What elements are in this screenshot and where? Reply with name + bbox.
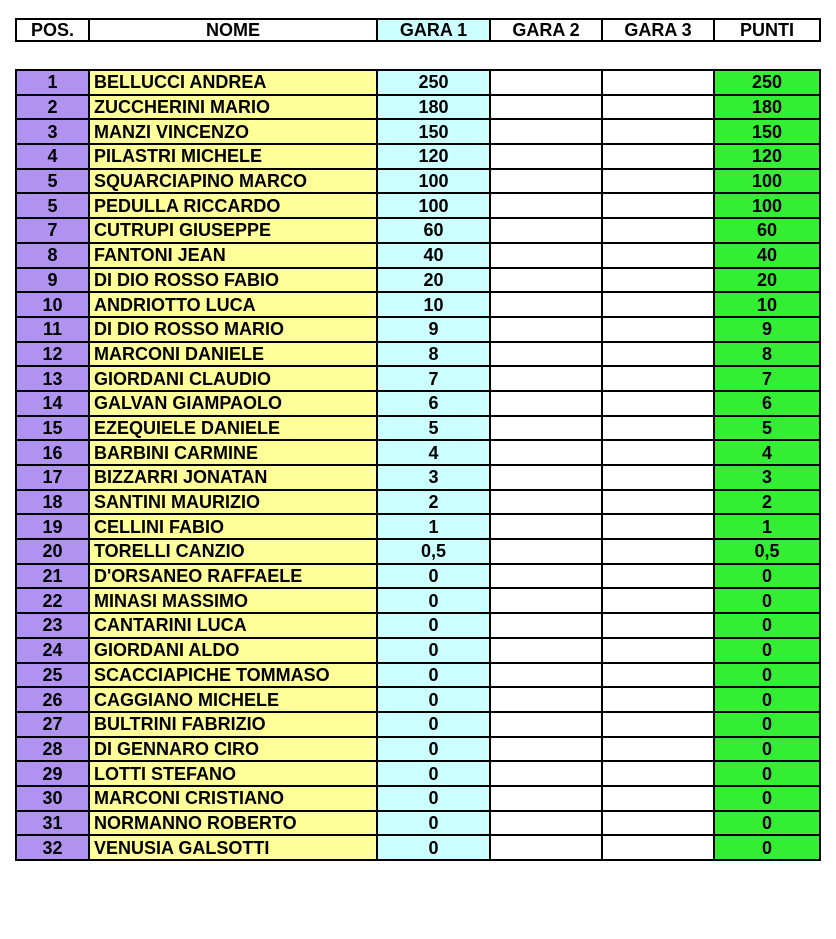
cell-gara1: 6: [377, 391, 490, 416]
cell-gara1: 0: [377, 786, 490, 811]
cell-pos: 17: [16, 465, 89, 490]
table-row: [16, 588, 820, 613]
cell-punti: 40: [714, 243, 820, 268]
cell-nome: PILASTRI MICHELE: [89, 144, 377, 169]
cell-gara2: [490, 663, 602, 688]
cell-punti: 250: [714, 70, 820, 95]
cell-gara2: [490, 835, 602, 860]
cell-nome: BARBINI CARMINE: [89, 440, 377, 465]
cell-nome: NORMANNO ROBERTO: [89, 811, 377, 836]
cell-pos: 5: [16, 193, 89, 218]
cell-pos: 23: [16, 613, 89, 638]
cell-gara1: 0,5: [377, 539, 490, 564]
table-row: [16, 119, 820, 144]
table-row: [16, 712, 820, 737]
cell-punti: 9: [714, 317, 820, 342]
cell-pos: 21: [16, 564, 89, 589]
cell-gara1: 0: [377, 638, 490, 663]
cell-punti: 0: [714, 638, 820, 663]
table-row: [16, 663, 820, 688]
cell-pos: 30: [16, 786, 89, 811]
cell-gara3: [602, 268, 714, 293]
cell-gara1: 10: [377, 292, 490, 317]
cell-nome: BULTRINI FABRIZIO: [89, 712, 377, 737]
cell-gara3: [602, 391, 714, 416]
header-nome: NOME: [89, 19, 377, 41]
cell-punti: 0: [714, 564, 820, 589]
table-row: [16, 193, 820, 218]
cell-gara2: [490, 539, 602, 564]
cell-gara3: [602, 440, 714, 465]
table-row: [16, 514, 820, 539]
cell-nome: DI DIO ROSSO FABIO: [89, 268, 377, 293]
cell-pos: 32: [16, 835, 89, 860]
table-row: [16, 292, 820, 317]
cell-nome: CANTARINI LUCA: [89, 613, 377, 638]
cell-pos: 1: [16, 70, 89, 95]
cell-pos: 15: [16, 416, 89, 441]
cell-pos: 20: [16, 539, 89, 564]
cell-gara3: [602, 835, 714, 860]
cell-punti: 6: [714, 391, 820, 416]
cell-gara3: [602, 613, 714, 638]
cell-gara3: [602, 786, 714, 811]
header-punti: PUNTI: [714, 19, 820, 41]
table-row: [16, 490, 820, 515]
cell-nome: MARCONI DANIELE: [89, 342, 377, 367]
cell-pos: 22: [16, 588, 89, 613]
cell-pos: 5: [16, 169, 89, 194]
table-row: [16, 218, 820, 243]
cell-pos: 27: [16, 712, 89, 737]
standings-body: [16, 70, 820, 860]
cell-pos: 8: [16, 243, 89, 268]
cell-gara2: [490, 786, 602, 811]
cell-gara1: 8: [377, 342, 490, 367]
cell-pos: 19: [16, 514, 89, 539]
table-row: [16, 144, 820, 169]
cell-punti: 0: [714, 835, 820, 860]
table-row: [16, 687, 820, 712]
cell-gara1: 4: [377, 440, 490, 465]
cell-gara3: [602, 514, 714, 539]
cell-gara1: 0: [377, 588, 490, 613]
cell-nome: GALVAN GIAMPAOLO: [89, 391, 377, 416]
table-row: [16, 786, 820, 811]
header-pos: POS.: [16, 19, 89, 41]
cell-pos: 10: [16, 292, 89, 317]
cell-pos: 24: [16, 638, 89, 663]
cell-gara2: [490, 144, 602, 169]
cell-nome: BELLUCCI ANDREA: [89, 70, 377, 95]
cell-nome: PEDULLA RICCARDO: [89, 193, 377, 218]
cell-punti: 100: [714, 169, 820, 194]
cell-nome: SCACCIAPICHE TOMMASO: [89, 663, 377, 688]
cell-gara2: [490, 268, 602, 293]
cell-gara2: [490, 712, 602, 737]
cell-gara1: 9: [377, 317, 490, 342]
cell-gara1: 0: [377, 687, 490, 712]
cell-gara3: [602, 342, 714, 367]
table-row: [16, 811, 820, 836]
cell-pos: 31: [16, 811, 89, 836]
table-row: [16, 95, 820, 120]
table-row: [16, 539, 820, 564]
cell-nome: GIORDANI ALDO: [89, 638, 377, 663]
table-row: [16, 737, 820, 762]
cell-gara3: [602, 663, 714, 688]
cell-gara1: 100: [377, 193, 490, 218]
cell-gara1: 0: [377, 737, 490, 762]
cell-pos: 7: [16, 218, 89, 243]
header-gara1: GARA 1: [377, 19, 490, 41]
cell-pos: 14: [16, 391, 89, 416]
cell-punti: 2: [714, 490, 820, 515]
cell-nome: CELLINI FABIO: [89, 514, 377, 539]
cell-nome: MARCONI CRISTIANO: [89, 786, 377, 811]
cell-nome: DI GENNARO CIRO: [89, 737, 377, 762]
cell-gara2: [490, 95, 602, 120]
cell-punti: 0: [714, 712, 820, 737]
cell-nome: SQUARCIAPINO MARCO: [89, 169, 377, 194]
table-row: [16, 366, 820, 391]
cell-punti: 0: [714, 687, 820, 712]
cell-nome: MANZI VINCENZO: [89, 119, 377, 144]
cell-punti: 150: [714, 119, 820, 144]
cell-gara2: [490, 811, 602, 836]
cell-punti: 60: [714, 218, 820, 243]
cell-nome: FANTONI JEAN: [89, 243, 377, 268]
cell-gara2: [490, 193, 602, 218]
cell-gara2: [490, 564, 602, 589]
table-row: [16, 70, 820, 95]
cell-gara2: [490, 119, 602, 144]
cell-punti: 3: [714, 465, 820, 490]
cell-gara3: [602, 588, 714, 613]
cell-pos: 16: [16, 440, 89, 465]
table-row: [16, 835, 820, 860]
cell-nome: CAGGIANO MICHELE: [89, 687, 377, 712]
cell-gara3: [602, 243, 714, 268]
cell-gara3: [602, 638, 714, 663]
cell-punti: 0: [714, 786, 820, 811]
cell-gara1: 150: [377, 119, 490, 144]
cell-pos: 12: [16, 342, 89, 367]
cell-gara1: 0: [377, 613, 490, 638]
cell-gara1: 0: [377, 712, 490, 737]
cell-nome: MINASI MASSIMO: [89, 588, 377, 613]
cell-gara3: [602, 737, 714, 762]
cell-pos: 18: [16, 490, 89, 515]
table-row: [16, 638, 820, 663]
cell-punti: 0,5: [714, 539, 820, 564]
cell-pos: 9: [16, 268, 89, 293]
cell-gara2: [490, 292, 602, 317]
cell-gara3: [602, 317, 714, 342]
table-row: [16, 761, 820, 786]
cell-gara3: [602, 564, 714, 589]
cell-pos: 2: [16, 95, 89, 120]
cell-punti: 7: [714, 366, 820, 391]
cell-punti: 0: [714, 761, 820, 786]
cell-gara3: [602, 416, 714, 441]
cell-pos: 28: [16, 737, 89, 762]
cell-pos: 11: [16, 317, 89, 342]
cell-gara3: [602, 687, 714, 712]
cell-nome: VENUSIA GALSOTTI: [89, 835, 377, 860]
cell-punti: 0: [714, 811, 820, 836]
cell-pos: 4: [16, 144, 89, 169]
cell-gara1: 5: [377, 416, 490, 441]
cell-gara1: 3: [377, 465, 490, 490]
cell-gara2: [490, 613, 602, 638]
cell-gara2: [490, 342, 602, 367]
cell-nome: GIORDANI CLAUDIO: [89, 366, 377, 391]
cell-gara2: [490, 416, 602, 441]
table-row: [16, 317, 820, 342]
cell-gara3: [602, 292, 714, 317]
cell-gara1: 180: [377, 95, 490, 120]
cell-gara3: [602, 70, 714, 95]
cell-nome: TORELLI CANZIO: [89, 539, 377, 564]
header-row: [16, 19, 820, 41]
table-row: [16, 440, 820, 465]
cell-gara3: [602, 193, 714, 218]
cell-pos: 26: [16, 687, 89, 712]
header-table: [15, 18, 821, 42]
table-row: [16, 465, 820, 490]
cell-punti: 10: [714, 292, 820, 317]
cell-gara1: 20: [377, 268, 490, 293]
cell-gara3: [602, 95, 714, 120]
cell-gara2: [490, 490, 602, 515]
cell-pos: 3: [16, 119, 89, 144]
table-row: [16, 169, 820, 194]
cell-gara1: 0: [377, 761, 490, 786]
cell-gara3: [602, 366, 714, 391]
cell-gara2: [490, 465, 602, 490]
cell-gara3: [602, 539, 714, 564]
cell-gara3: [602, 465, 714, 490]
cell-gara2: [490, 638, 602, 663]
cell-pos: 25: [16, 663, 89, 688]
cell-punti: 0: [714, 613, 820, 638]
cell-punti: 5: [714, 416, 820, 441]
cell-punti: 4: [714, 440, 820, 465]
cell-gara1: 40: [377, 243, 490, 268]
header-gara2: GARA 2: [490, 19, 602, 41]
cell-gara3: [602, 761, 714, 786]
cell-gara3: [602, 144, 714, 169]
cell-gara2: [490, 243, 602, 268]
cell-gara2: [490, 218, 602, 243]
cell-gara2: [490, 70, 602, 95]
cell-gara2: [490, 737, 602, 762]
cell-gara2: [490, 391, 602, 416]
cell-gara2: [490, 687, 602, 712]
cell-gara2: [490, 761, 602, 786]
table-row: [16, 564, 820, 589]
cell-punti: 1: [714, 514, 820, 539]
standings-table: [15, 69, 821, 861]
cell-gara3: [602, 169, 714, 194]
cell-gara3: [602, 811, 714, 836]
cell-gara1: 1: [377, 514, 490, 539]
cell-nome: DI DIO ROSSO MARIO: [89, 317, 377, 342]
cell-pos: 13: [16, 366, 89, 391]
table-row: [16, 243, 820, 268]
cell-gara2: [490, 169, 602, 194]
table-row: [16, 391, 820, 416]
table-row: [16, 342, 820, 367]
cell-nome: D'ORSANEO RAFFAELE: [89, 564, 377, 589]
cell-punti: 120: [714, 144, 820, 169]
cell-gara1: 0: [377, 811, 490, 836]
cell-gara1: 2: [377, 490, 490, 515]
cell-gara1: 120: [377, 144, 490, 169]
cell-punti: 0: [714, 588, 820, 613]
cell-punti: 0: [714, 663, 820, 688]
cell-gara3: [602, 490, 714, 515]
cell-gara1: 0: [377, 835, 490, 860]
header-gara3: GARA 3: [602, 19, 714, 41]
table-row: [16, 416, 820, 441]
cell-nome: LOTTI STEFANO: [89, 761, 377, 786]
cell-gara3: [602, 119, 714, 144]
cell-gara1: 0: [377, 564, 490, 589]
cell-gara2: [490, 440, 602, 465]
cell-gara2: [490, 514, 602, 539]
cell-gara1: 100: [377, 169, 490, 194]
table-row: [16, 268, 820, 293]
cell-gara3: [602, 218, 714, 243]
cell-nome: ZUCCHERINI MARIO: [89, 95, 377, 120]
cell-gara1: 250: [377, 70, 490, 95]
cell-punti: 20: [714, 268, 820, 293]
cell-nome: ANDRIOTTO LUCA: [89, 292, 377, 317]
cell-pos: 29: [16, 761, 89, 786]
cell-gara1: 7: [377, 366, 490, 391]
cell-nome: CUTRUPI GIUSEPPE: [89, 218, 377, 243]
cell-gara1: 0: [377, 663, 490, 688]
cell-nome: SANTINI MAURIZIO: [89, 490, 377, 515]
cell-gara2: [490, 588, 602, 613]
cell-gara2: [490, 317, 602, 342]
cell-gara3: [602, 712, 714, 737]
table-row: [16, 613, 820, 638]
cell-nome: BIZZARRI JONATAN: [89, 465, 377, 490]
cell-gara1: 60: [377, 218, 490, 243]
cell-punti: 8: [714, 342, 820, 367]
cell-gara2: [490, 366, 602, 391]
cell-punti: 0: [714, 737, 820, 762]
cell-nome: EZEQUIELE DANIELE: [89, 416, 377, 441]
cell-punti: 100: [714, 193, 820, 218]
cell-punti: 180: [714, 95, 820, 120]
